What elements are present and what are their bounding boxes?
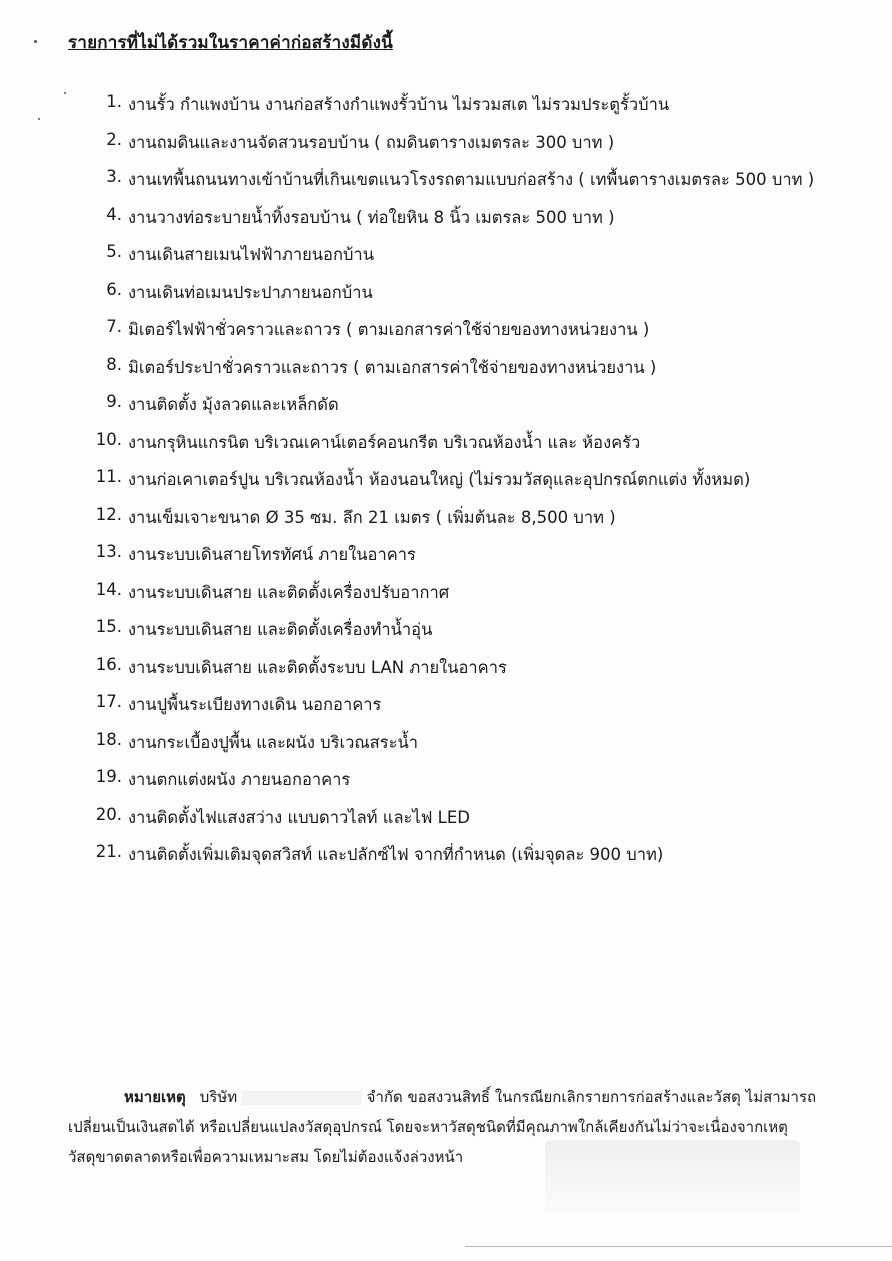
item-text: งานเข็มเจาะขนาด Ø 35 ซม. ลึก 21 เมตร ( เพิ่มต้นละ 8,500 บาท ) (128, 507, 616, 527)
item-number: 15. (95, 617, 122, 636)
item-number: 2. (106, 129, 122, 149)
redacted-company-name (242, 1091, 362, 1105)
company-prefix: บริษัท (199, 1088, 238, 1106)
item-text: งานกระเบื้องปูพื้น และผนัง บริเวณสระน้ำ (128, 732, 419, 752)
item-number: 10. (95, 429, 122, 449)
item-text: มิเตอร์ประปาชั่วคราวและถาวร ( ตามเอกสารค่าใช้จ่ายของทางหน่วยงาน ) (128, 357, 657, 377)
item-text: งานเดินท่อเมนประปาภายนอกบ้าน (128, 282, 373, 302)
item-text: งานวางท่อระบายน้ำทิ้งรอบบ้าน ( ท่อใยหิน 8 นิ้ว เมตรละ 500 บาท ) (128, 207, 615, 227)
remark-section (68, 1082, 838, 1172)
list-item (0, 386, 892, 424)
item-number: 17. (95, 692, 122, 711)
item-number: 1. (106, 92, 122, 111)
item-number: 21. (95, 842, 122, 861)
item-number: 4. (106, 204, 122, 224)
list-item (0, 161, 892, 199)
list-item (0, 761, 892, 799)
list-item (0, 724, 892, 762)
item-number: 8. (106, 354, 122, 374)
item-number: 19. (95, 767, 122, 786)
item-text: งานระบบเดินสาย และติดตั้งระบบ LAN ภายในอาคาร (128, 657, 507, 677)
item-text: งานปูพื้นระเบียงทางเดิน นอกอาคาร (128, 695, 382, 714)
item-text: งานตกแต่งผนัง ภายนอกอาคาร (128, 770, 351, 789)
item-number: 7. (106, 317, 122, 336)
item-number: 6. (106, 279, 122, 299)
list-item (0, 536, 892, 574)
list-item (0, 86, 892, 124)
item-text: งานเดินสายเมนไฟฟ้าภายนอกบ้าน (128, 245, 374, 264)
list-item (0, 424, 892, 462)
bottom-divider (465, 1246, 892, 1247)
item-text: งานเทพื้นถนนทางเข้าบ้านที่เกินเขตแนวโรงรถตามแบบก่อสร้าง ( เทพื้นตารางเมตรละ 500 บาท ) (128, 170, 815, 189)
list-item (0, 649, 892, 687)
item-number: 9. (106, 392, 122, 411)
list-item (0, 349, 892, 387)
list-item (0, 124, 892, 162)
document-title: รายการที่ไม่ได้รวมในราคาค่าก่อสร้างมีดังนี้ (68, 33, 393, 53)
list-item (0, 461, 892, 499)
item-text: งานถมดินและงานจัดสวนรอบบ้าน ( ถมดินตารางเมตรละ 300 บาท ) (128, 132, 615, 152)
item-text: งานติดตั้ง มุ้งลวดและเหล็กดัด (128, 395, 339, 414)
list-item (0, 199, 892, 237)
remark-line-1-text: จำกัด ขอสงวนสิทธิ์ ในกรณียกเลิกรายการก่อสร้างและวัสดุ ไม่สามารถ (366, 1088, 817, 1106)
item-text: งานระบบเดินสาย และติดตั้งเครื่องทำน้ำอุ่น (128, 620, 433, 639)
list-item (0, 236, 892, 274)
item-number: 16. (95, 654, 122, 674)
item-number: 3. (106, 167, 122, 186)
item-text: งานระบบเดินสาย และติดตั้งเครื่องปรับอากาศ (128, 582, 450, 602)
remark-line-2: เปลี่ยนเป็นเงินสดได้ หรือเปลี่ยนแปลงวัสดุอุปกรณ์ โดยจะหาวัสดุชนิดที่มีคุณภาพใกล้เคียงกันไม่ว่าจะเนื่องจากเหตุ (68, 1118, 788, 1136)
item-text: งานก่อเคาเตอร์ปูน บริเวณห้องน้ำ ห้องนอนใหญ่ (ไม่รวมวัสดุและอุปกรณ์ตกแต่ง ทั้งหมด) (128, 470, 751, 489)
excluded-items-list (0, 86, 892, 874)
list-item (0, 274, 892, 312)
remark-line-1 (68, 1082, 838, 1112)
item-text: งานติดตั้งไฟแสงสว่าง แบบดาวไลท์ และไฟ LED (128, 807, 470, 827)
item-number: 5. (106, 242, 122, 261)
item-number: 13. (95, 542, 122, 561)
item-text: มิเตอร์ไฟฟ้าชั่วคราวและถาวร ( ตามเอกสารค่าใช้จ่ายของทางหน่วยงาน ) (128, 320, 650, 339)
remark-line-3: วัสดุขาดตลาดหรือเพื่อความเหมาะสม โดยไม่ต้องแจ้งล่วงหน้า (68, 1148, 464, 1166)
item-number: 20. (95, 804, 122, 824)
list-item (0, 574, 892, 612)
remark-label: หมายเหตุ (124, 1088, 186, 1106)
item-text: งานรั้ว กำแพงบ้าน งานก่อสร้างกำแพงรั้วบ้าน ไม่รวมสเต ไม่รวมประตูรั้วบ้าน (128, 95, 670, 114)
list-item (0, 836, 892, 874)
scan-speck (34, 40, 37, 43)
list-item (0, 311, 892, 349)
item-number: 18. (95, 729, 122, 749)
item-text: งานระบบเดินสายโทรทัศน์ ภายในอาคาร (128, 545, 416, 564)
item-number: 11. (95, 467, 122, 486)
list-item (0, 799, 892, 837)
list-item (0, 499, 892, 537)
item-number: 14. (95, 579, 122, 599)
list-item (0, 611, 892, 649)
list-item (0, 686, 892, 724)
item-text: งานติดตั้งเพิ่มเติมจุดสวิสท์ และปลักซ์ไฟ จากที่กำหนด (เพิ่มจุดละ 900 บาท) (128, 845, 664, 864)
item-text: งานกรุหินแกรนิต บริเวณเคาน์เตอร์คอนกรีต บริเวณห้องน้ำ และ ห้องครัว (128, 432, 641, 452)
item-number: 12. (95, 504, 122, 524)
